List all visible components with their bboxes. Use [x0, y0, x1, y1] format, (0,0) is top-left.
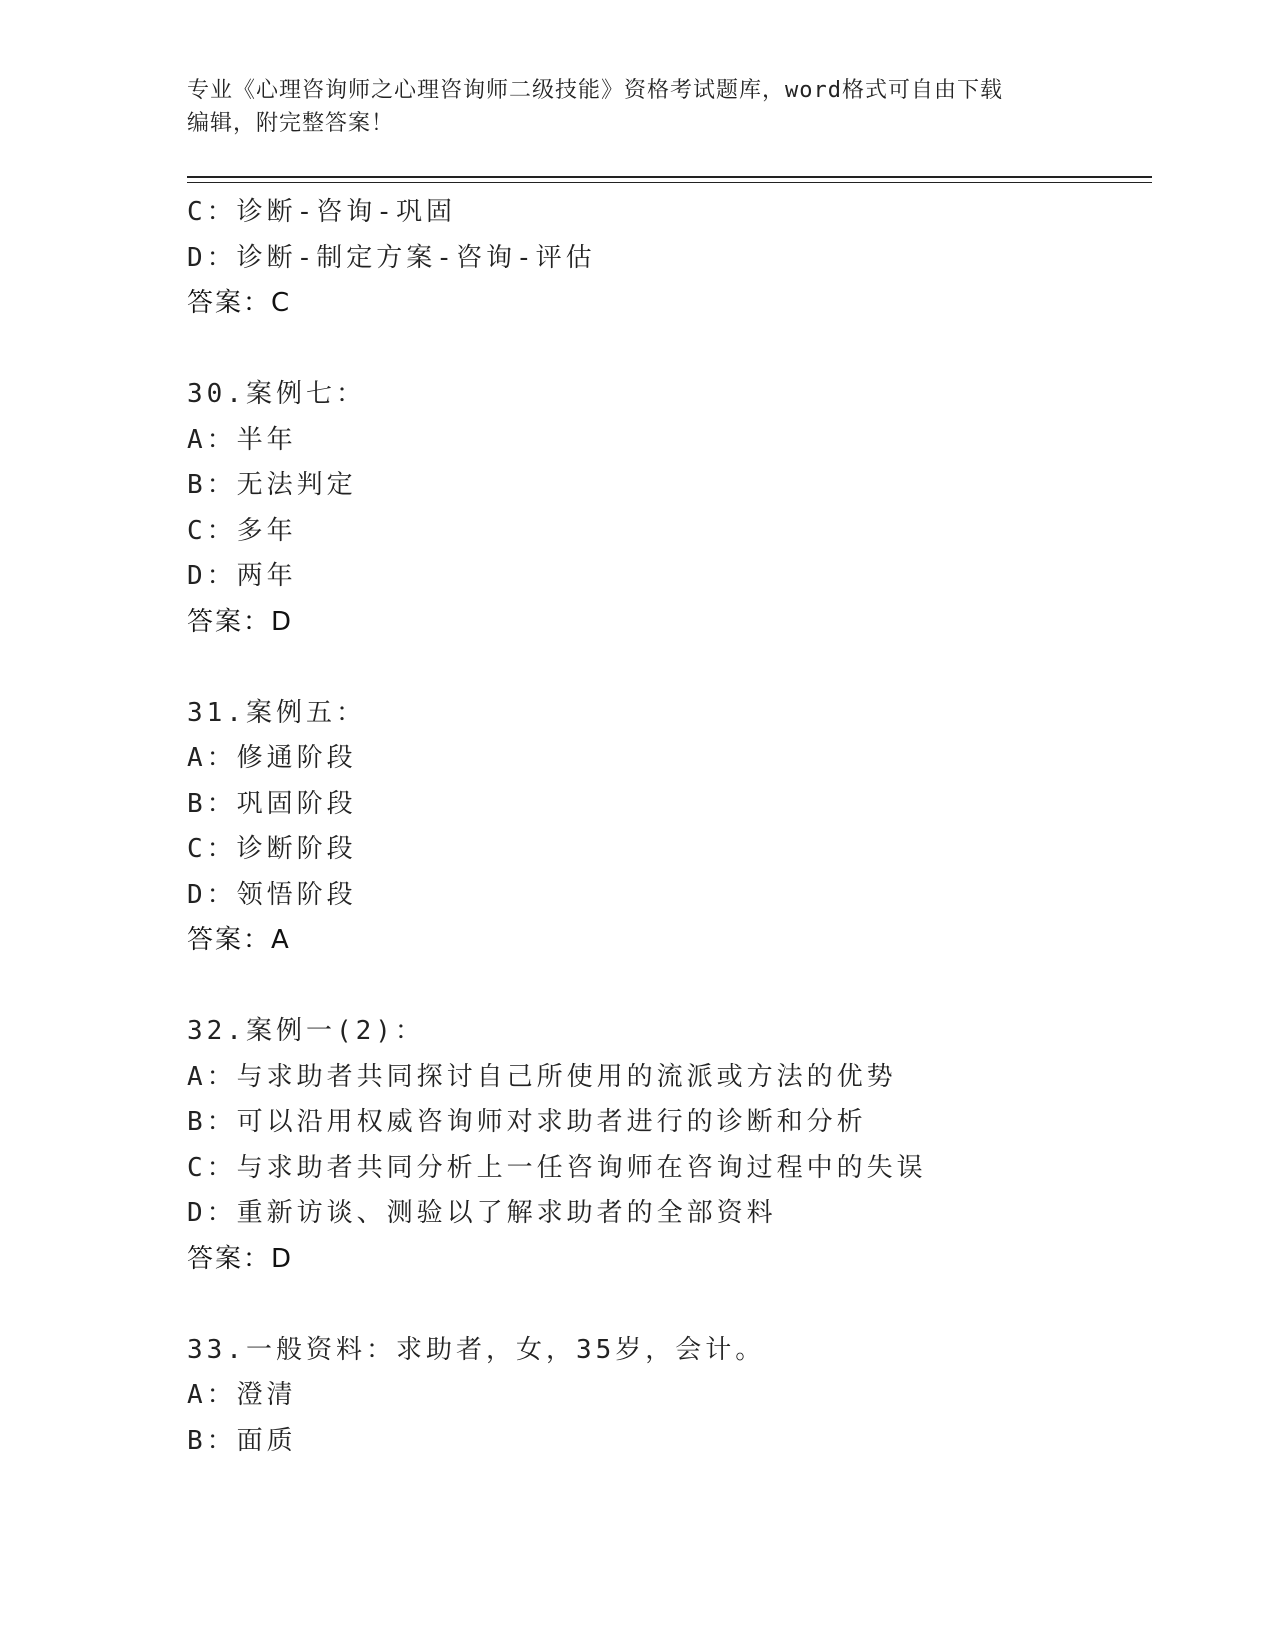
- question-stem: 30.案例七：: [187, 379, 366, 409]
- question-block-33: [187, 1328, 1152, 1465]
- question-block-30: [187, 372, 1152, 645]
- header-divider-thick: [187, 176, 1152, 178]
- option-a: A：澄清: [187, 1380, 297, 1410]
- question-block-continued: [187, 190, 1152, 327]
- question-stem: 31.案例五：: [187, 697, 366, 728]
- option-b: B：巩固阶段: [187, 788, 357, 819]
- answer-line: 答案：A: [187, 925, 291, 955]
- option-a: A：修通阶段: [187, 743, 357, 773]
- question-stem: 33.一般资料：求助者，女，35岁，会计。: [187, 1334, 766, 1365]
- spacer: [187, 1282, 1152, 1328]
- spacer: [187, 327, 1152, 373]
- spacer: [187, 645, 1152, 691]
- option-d: D：诊断-制定方案-咨询-评估: [187, 242, 596, 273]
- answer-line: 答案：C: [187, 288, 292, 318]
- question-list: [187, 190, 1152, 1464]
- option-b: B：可以沿用权威咨询师对求助者进行的诊断和分析: [187, 1107, 867, 1137]
- answer-line: 答案：D: [187, 1243, 294, 1274]
- option-c: C：与求助者共同分析上一任咨询师在咨询过程中的失误: [187, 1152, 927, 1183]
- header-line-2: 编辑，附完整答案！: [187, 111, 395, 136]
- answer-line: 答案：D: [187, 606, 294, 637]
- option-a: A：与求助者共同探讨自己所使用的流派或方法的优势: [187, 1061, 897, 1092]
- option-c: C：多年: [187, 515, 297, 546]
- question-block-31: [187, 691, 1152, 964]
- question-stem: 32.案例一(2)：: [187, 1016, 425, 1046]
- spacer: [187, 964, 1152, 1010]
- option-b: B：无法判定: [187, 470, 357, 500]
- option-d: D：领悟阶段: [187, 879, 357, 910]
- option-c: C：诊断阶段: [187, 834, 357, 864]
- document-header: [187, 74, 1067, 140]
- option-c: C：诊断-咨询-巩固: [187, 197, 456, 227]
- header-line-1: 专业《心理咨询师之心理咨询师二级技能》资格考试题库，word格式可自由下载: [187, 78, 1003, 103]
- question-block-32: [187, 1009, 1152, 1282]
- option-a: A：半年: [187, 424, 297, 455]
- option-d: D：重新访谈、测验以了解求助者的全部资料: [187, 1198, 777, 1228]
- option-b: B：面质: [187, 1425, 297, 1456]
- header-divider-thin: [187, 182, 1152, 183]
- option-d: D：两年: [187, 561, 297, 591]
